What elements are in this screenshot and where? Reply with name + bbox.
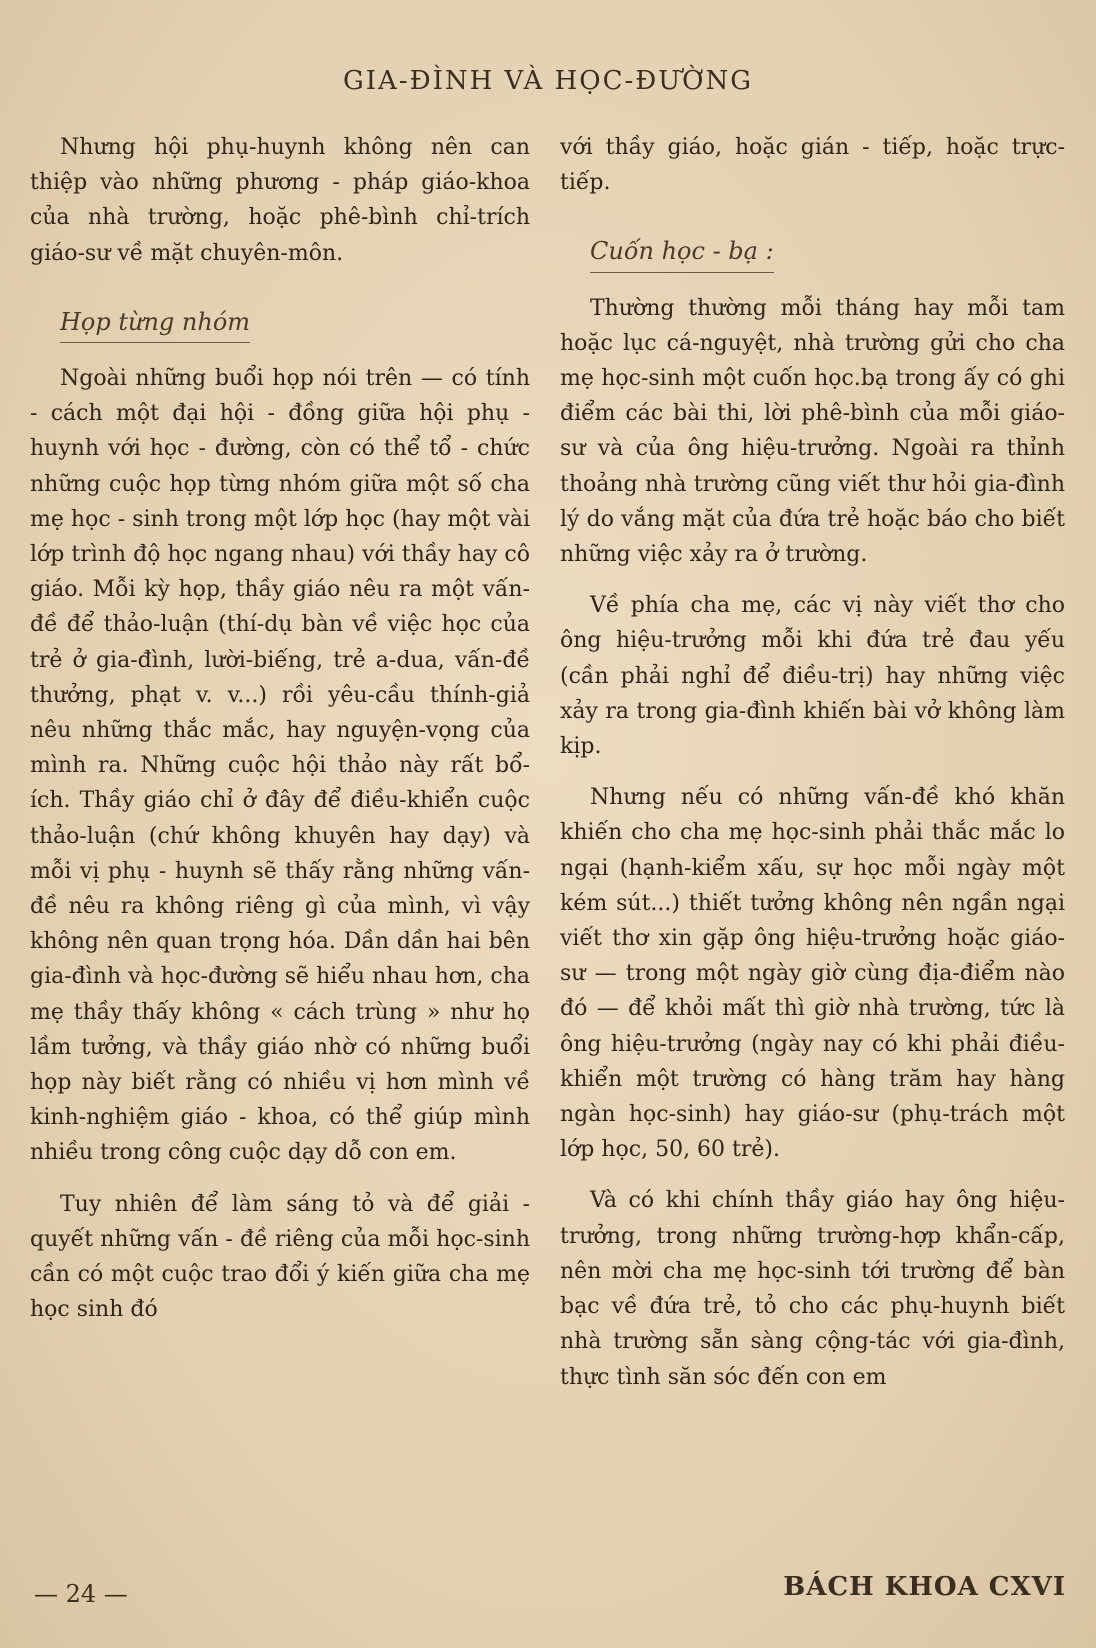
paragraph: Về phía cha mẹ, các vị này viết thơ cho ông hiệu-trưởng mỗi khi đứa trẻ đau yếu (cần phải nghỉ để điều-trị) hay những việc xảy ra trong gia-đình khiến bài vở không làm kịp. (560, 593, 1065, 760)
paragraph: với thầy giáo, hoặc gián - tiếp, hoặc trực-tiếp. (560, 135, 1065, 196)
section-subheading: Cuốn học - bạ : (590, 234, 774, 272)
section-subheading: Họp từng nhóm (60, 305, 250, 343)
running-header: GIA-ĐÌNH VÀ HỌC-ĐƯỜNG (343, 66, 753, 96)
magazine-issue: BÁCH KHOA CXVI (783, 1572, 1066, 1602)
right-column (560, 130, 1065, 1411)
paragraph: Nhưng nếu có những vấn-đề khó khăn khiến cho cha mẹ học-sinh phải thắc mắc lo ngại (hạnh-kiểm xấu, sự học mỗi ngày một kém sút...) thiết tưởng không nên ngần ngại viết thơ xin gặp ông hiệu-trưởng hoặc giáo-sư — trong một ngày giờ cùng địa-điểm nào đó — để khỏi mất thì giờ nhà trường, tức là ông hiệu-trưởng (ngày nay có khi phải điều-khiển một trường có hàng trăm hay hàng ngàn học-sinh) hay giáo-sư (phụ-trách một lớp học, 50, 60 trẻ). (560, 785, 1065, 1163)
paragraph: Nhưng hội phụ-huynh không nên can thiệp vào những phương - pháp giáo-khoa của nhà trường, hoặc phê-bình chỉ-trích giáo-sư về mặt chuyên-môn. (30, 135, 530, 266)
paragraph: Ngoài những buổi họp nói trên — có tính - cách một đại hội - đồng giữa hội phụ - huynh với học - đường, còn có thể tổ - chức những cuộc họp từng nhóm giữa một số cha mẹ học - sinh trong một lớp học (hay một vài lớp trình độ học ngang nhau) với thầy hay cô giáo. Mỗi kỳ họp, thầy giáo nêu ra một vấn-đề để thảo-luận (thí-dụ bàn về việc học của trẻ ở gia-đình, lười-biếng, trẻ a-dua, vấn-đề thưởng, phạt v. v...) rồi yêu-cầu thính-giả nêu những thắc mắc, hay nguyện-vọng của mình ra. Những cuộc hội thảo này rất bổ-ích. Thầy giáo chỉ ở đây để điều-khiển cuộc thảo-luận (chứ không khuyên hay dạy) và mỗi vị phụ - huynh sẽ thấy rằng những vấn-đề nêu ra không riêng gì của mình, vì vậy không nên quan trọng hóa. Dần dần hai bên gia-đình và học-đường sẽ hiểu nhau hơn, cha mẹ thầy thấy không « cách trùng » như họ lầm tưởng, và thầy giáo nhờ có những buổi họp này biết rằng có nhiều vị hơn mình về kinh-nghiệm giáo - khoa, có thể giúp mình nhiều trong công cuộc dạy dỗ con em. (30, 366, 530, 1166)
page-number: — 24 — (34, 1580, 128, 1608)
left-column (30, 130, 530, 1344)
paragraph: Thường thường mỗi tháng hay mỗi tam hoặc lục cá-nguyệt, nhà trường gửi cho cha mẹ học-sinh một cuốn học.bạ trong ấy có ghi điểm các bài thi, lời phê-bình của mỗi giáo-sư và của ông hiệu-trưởng. Ngoài ra thỉnh thoảng nhà trường cũng viết thư hỏi gia-đình lý do vắng mặt của đứa trẻ hoặc báo cho biết những việc xảy ra ở trường. (560, 295, 1065, 568)
paragraph: Tuy nhiên để làm sáng tỏ và để giải - quyết những vấn - đề riêng của mỗi học-sinh cần có một cuộc trao đổi ý kiến giữa cha mẹ học sinh đó (30, 1191, 530, 1323)
paragraph: Và có khi chính thầy giáo hay ông hiệu-trưởng, trong những trường-hợp khẩn-cấp, nên mời cha mẹ học-sinh tới trường để bàn bạc về đứa trẻ, tỏ cho các phụ-huynh biết nhà trường sẵn sàng cộng-tác với gia-đình, thực tình săn sóc đến con em (560, 1188, 1065, 1390)
